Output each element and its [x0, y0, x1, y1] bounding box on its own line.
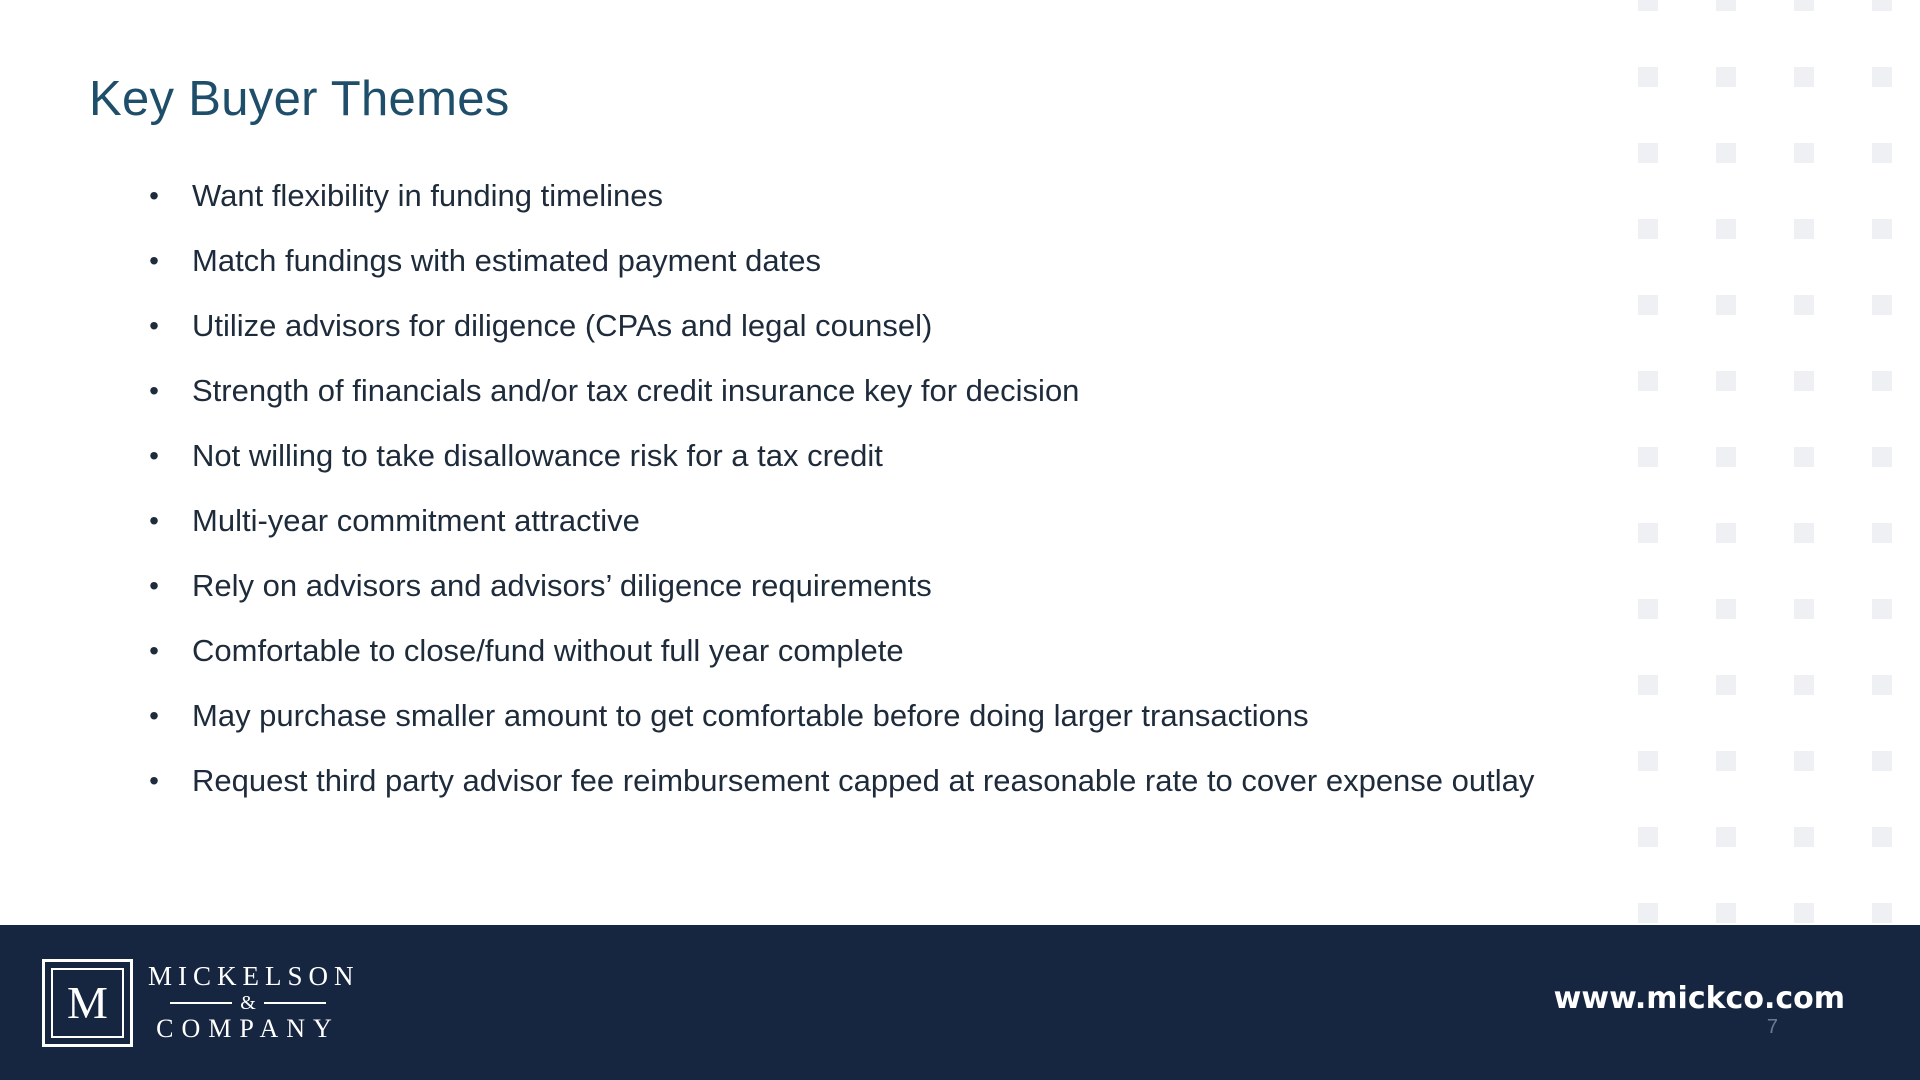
bullet-text: Not willing to take disallowance risk for a tax credit [192, 438, 883, 473]
grid-square [1716, 675, 1736, 695]
grid-square [1794, 903, 1814, 923]
grid-square [1872, 599, 1892, 619]
grid-square [1794, 67, 1814, 87]
grid-square [1872, 0, 1892, 11]
grid-square [1716, 219, 1736, 239]
grid-square [1794, 447, 1814, 467]
grid-square [1638, 0, 1658, 11]
grid-square [1872, 675, 1892, 695]
grid-square [1716, 903, 1736, 923]
grid-square [1716, 67, 1736, 87]
grid-square [1716, 599, 1736, 619]
bullet-item [144, 488, 1624, 553]
grid-square [1794, 371, 1814, 391]
bullet-item [144, 423, 1624, 488]
grid-square [1872, 371, 1892, 391]
grid-square [1716, 143, 1736, 163]
bullet-item [144, 293, 1624, 358]
grid-square [1716, 447, 1736, 467]
bullet-dot-icon: • [149, 765, 159, 796]
grid-square [1638, 295, 1658, 315]
bullet-text: May purchase smaller amount to get comfortable before doing larger transactions [192, 698, 1309, 733]
bullet-item [144, 748, 1624, 813]
grid-square [1716, 295, 1736, 315]
website-url[interactable]: www.mickco.com [1553, 981, 1845, 1016]
page-number: 7 [1766, 1016, 1778, 1038]
grid-square [1638, 675, 1658, 695]
bullet-text: Strength of financials and/or tax credit insurance key for decision [192, 373, 1080, 408]
logo-ampersand-row [148, 991, 348, 1015]
logo-ampersand: & [240, 991, 256, 1014]
bullet-dot-icon: • [149, 635, 159, 666]
bullet-text: Request third party advisor fee reimbursement capped at reasonable rate to cover expense outlay [192, 763, 1535, 798]
grid-square [1794, 827, 1814, 847]
bullet-item [144, 618, 1624, 683]
bullet-item [144, 683, 1624, 748]
grid-square [1794, 523, 1814, 543]
bullet-dot-icon: • [149, 180, 159, 211]
grid-square [1872, 751, 1892, 771]
bullet-dot-icon: • [149, 245, 159, 276]
grid-square [1872, 67, 1892, 87]
company-logo-mark [42, 959, 133, 1047]
bullet-item [144, 163, 1624, 228]
company-logo-wordmark [148, 961, 360, 1043]
grid-square [1638, 447, 1658, 467]
grid-square [1794, 675, 1814, 695]
grid-square [1794, 295, 1814, 315]
logo-wordmark-line2: COMPANY [156, 1014, 340, 1043]
bullet-item [144, 358, 1624, 423]
grid-square [1638, 827, 1658, 847]
bullet-dot-icon: • [149, 570, 159, 601]
bullet-dot-icon: • [149, 440, 159, 471]
grid-square [1794, 0, 1814, 11]
bullet-item [144, 228, 1624, 293]
bullet-dot-icon: • [149, 310, 159, 341]
grid-square [1872, 903, 1892, 923]
logo-rule-left [170, 1002, 232, 1004]
grid-square [1638, 523, 1658, 543]
grid-square [1716, 523, 1736, 543]
grid-square [1638, 903, 1658, 923]
grid-square [1638, 143, 1658, 163]
logo-monogram: M [51, 968, 124, 1038]
bullet-text: Want flexibility in funding timelines [192, 178, 663, 213]
footer-bar [0, 925, 1920, 1080]
grid-square [1716, 827, 1736, 847]
grid-square [1638, 371, 1658, 391]
logo-wordmark-line1: MICKELSON [148, 961, 360, 991]
grid-square [1872, 523, 1892, 543]
grid-square [1638, 599, 1658, 619]
grid-square [1794, 751, 1814, 771]
grid-square [1794, 219, 1814, 239]
grid-square [1872, 827, 1892, 847]
grid-square [1716, 751, 1736, 771]
bullet-text: Comfortable to close/fund without full year complete [192, 633, 904, 668]
grid-square [1638, 67, 1658, 87]
grid-square [1794, 599, 1814, 619]
grid-square [1638, 219, 1658, 239]
logo-rule-right [264, 1002, 326, 1004]
grid-square [1872, 219, 1892, 239]
bullet-item [144, 553, 1624, 618]
decorative-dot-grid [1638, 0, 1920, 925]
grid-square [1872, 143, 1892, 163]
bullet-list [144, 163, 1624, 813]
slide-title: Key Buyer Themes [89, 72, 510, 126]
bullet-dot-icon: • [149, 505, 159, 536]
grid-square [1872, 447, 1892, 467]
grid-square [1638, 751, 1658, 771]
bullet-text: Rely on advisors and advisors’ diligence requirements [192, 568, 932, 603]
grid-square [1872, 295, 1892, 315]
bullet-dot-icon: • [149, 375, 159, 406]
grid-square [1716, 0, 1736, 11]
grid-square [1716, 371, 1736, 391]
bullet-text: Match fundings with estimated payment dates [192, 243, 821, 278]
bullet-text: Multi-year commitment attractive [192, 503, 640, 538]
bullet-dot-icon: • [149, 700, 159, 731]
grid-square [1794, 143, 1814, 163]
bullet-text: Utilize advisors for diligence (CPAs and legal counsel) [192, 308, 933, 343]
